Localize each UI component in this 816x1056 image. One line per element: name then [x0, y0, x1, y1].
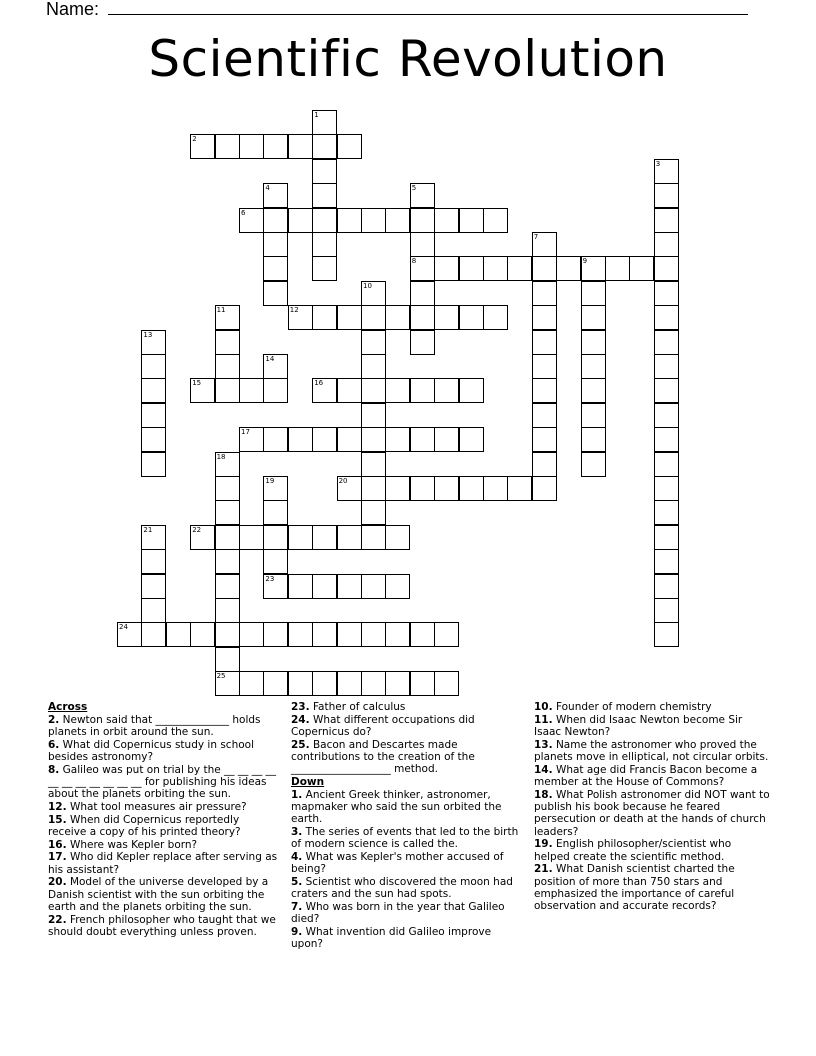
- clue-item: [48, 839, 280, 851]
- grid-cell[interactable]: [141, 427, 166, 452]
- grid-cell[interactable]: [312, 622, 337, 647]
- clue-item: [291, 901, 519, 926]
- grid-cell[interactable]: [385, 671, 410, 696]
- grid-cell[interactable]: [361, 354, 386, 379]
- clue-number: 22: [192, 525, 202, 534]
- grid-cell[interactable]: [654, 354, 679, 379]
- clue-number: 19: [265, 477, 275, 485]
- grid-cell[interactable]: [141, 549, 166, 574]
- grid-cell[interactable]: [654, 452, 679, 477]
- grid-cell[interactable]: [239, 208, 264, 233]
- grid-cell[interactable]: [263, 549, 288, 574]
- grid-cell[interactable]: [312, 134, 337, 159]
- clue-number-label: 15.: [48, 813, 67, 826]
- grid-cell[interactable]: [532, 232, 557, 257]
- grid-cell[interactable]: [385, 208, 410, 233]
- grid-cell[interactable]: [532, 452, 557, 477]
- grid-cell[interactable]: [215, 452, 240, 477]
- clue-item: [48, 739, 280, 764]
- clue-number-label: 5.: [291, 875, 303, 888]
- grid-cell[interactable]: [361, 525, 386, 550]
- grid-cell[interactable]: [654, 574, 679, 599]
- grid-cell[interactable]: [361, 378, 386, 403]
- clue-number: 11: [216, 306, 226, 315]
- grid-cell[interactable]: [239, 525, 264, 550]
- grid-cell[interactable]: [312, 159, 337, 184]
- grid-cell[interactable]: [434, 427, 459, 452]
- clue-number-label: 9.: [291, 925, 303, 938]
- clue-number: 25: [216, 672, 226, 681]
- grid-cell[interactable]: [312, 427, 337, 452]
- grid-cell[interactable]: [434, 305, 459, 330]
- clue-item: [534, 838, 770, 863]
- clue-text: Bacon and Descartes made contributions to the creation of the ___________________ method.: [291, 738, 475, 776]
- grid-cell[interactable]: [654, 330, 679, 355]
- grid-cell[interactable]: [459, 256, 484, 281]
- grid-cell[interactable]: [459, 305, 484, 330]
- grid-cell[interactable]: [459, 378, 484, 403]
- grid-cell[interactable]: [141, 574, 166, 599]
- grid-cell[interactable]: [141, 525, 166, 550]
- clue-item: [534, 701, 770, 713]
- grid-cell[interactable]: [459, 427, 484, 452]
- clues-column-1: [48, 701, 280, 939]
- clue-number-label: 16.: [48, 838, 67, 851]
- grid-cell[interactable]: [288, 671, 313, 696]
- grid-cell[interactable]: [337, 574, 362, 599]
- grid-cell[interactable]: [361, 427, 386, 452]
- clue-text: Ancient Greek thinker, astronomer, mapmaker who said the sun orbited the earth.: [291, 788, 502, 826]
- grid-cell[interactable]: [654, 378, 679, 403]
- grid-cell[interactable]: [483, 256, 508, 281]
- clue-text: What did Copernicus study in school besides astronomy?: [48, 738, 254, 763]
- grid-cell[interactable]: [532, 330, 557, 355]
- grid-cell[interactable]: [239, 427, 264, 452]
- grid-cell[interactable]: [532, 403, 557, 428]
- clue-number: 14: [265, 355, 275, 363]
- clue-number: 15: [192, 379, 202, 388]
- grid-cell[interactable]: [654, 159, 679, 184]
- grid-cell[interactable]: [239, 134, 264, 159]
- grid-cell[interactable]: [361, 403, 386, 428]
- grid-cell[interactable]: [654, 305, 679, 330]
- grid-cell[interactable]: [263, 622, 288, 647]
- clue-item: [534, 764, 770, 789]
- clue-section-header: Across: [48, 701, 88, 713]
- grid-cell[interactable]: [263, 134, 288, 159]
- grid-cell[interactable]: [215, 525, 240, 550]
- grid-cell[interactable]: [581, 281, 606, 306]
- grid-cell[interactable]: [361, 330, 386, 355]
- grid-cell[interactable]: [654, 281, 679, 306]
- clues-column-2: [291, 701, 519, 951]
- clue-text: Where was Kepler born?: [66, 838, 198, 851]
- clue-text: When did Isaac Newton become Sir Isaac Newton?: [534, 713, 743, 738]
- grid-cell[interactable]: [288, 574, 313, 599]
- grid-cell[interactable]: [532, 427, 557, 452]
- grid-cell[interactable]: [654, 256, 679, 281]
- grid-cell[interactable]: [361, 476, 386, 501]
- clue-number: 20: [338, 477, 348, 485]
- grid-cell[interactable]: [239, 378, 264, 403]
- grid-cell[interactable]: [581, 256, 606, 281]
- grid-cell[interactable]: [215, 549, 240, 574]
- grid-cell[interactable]: [337, 305, 362, 330]
- grid-cell[interactable]: [654, 427, 679, 452]
- grid-cell[interactable]: [312, 378, 337, 403]
- grid-cell[interactable]: [141, 403, 166, 428]
- grid-cell[interactable]: [215, 476, 240, 501]
- grid-cell[interactable]: [410, 232, 435, 257]
- clue-number-label: 14.: [534, 763, 553, 776]
- clue-number-label: 8.: [48, 763, 60, 776]
- clue-number: 7: [533, 233, 539, 241]
- grid-cell[interactable]: [263, 476, 288, 501]
- grid-cell[interactable]: [263, 378, 288, 403]
- clue-number: 1: [314, 111, 319, 119]
- clue-item: [48, 814, 280, 839]
- grid-cell[interactable]: [215, 134, 240, 159]
- clue-item: [48, 914, 280, 939]
- grid-cell[interactable]: [263, 232, 288, 257]
- grid-cell[interactable]: [459, 208, 484, 233]
- grid-cell[interactable]: [263, 427, 288, 452]
- clue-number: 5: [411, 184, 417, 193]
- grid-cell[interactable]: [166, 622, 191, 647]
- clue-item: [291, 876, 519, 901]
- grid-cell[interactable]: [459, 476, 484, 501]
- grid-cell[interactable]: [410, 208, 435, 233]
- clue-number: 18: [216, 452, 226, 461]
- clue-item: [48, 764, 280, 801]
- grid-cell[interactable]: [581, 305, 606, 330]
- grid-cell[interactable]: [581, 403, 606, 428]
- clue-number-label: 11.: [534, 713, 553, 726]
- clue-number-label: 7.: [291, 900, 303, 913]
- grid-cell[interactable]: [361, 574, 386, 599]
- clue-text: What was Kepler's mother accused of being?: [291, 850, 504, 876]
- clue-number-label: 20.: [48, 876, 67, 889]
- grid-cell[interactable]: [263, 208, 288, 233]
- clue-number: 23: [265, 574, 275, 583]
- clue-number-label: 21.: [534, 863, 553, 876]
- grid-cell[interactable]: [215, 647, 240, 672]
- grid-cell[interactable]: [385, 574, 410, 599]
- grid-cell[interactable]: [410, 671, 435, 696]
- grid-cell[interactable]: [434, 622, 459, 647]
- grid-cell[interactable]: [361, 452, 386, 477]
- grid-cell[interactable]: [361, 622, 386, 647]
- grid-cell[interactable]: [410, 427, 435, 452]
- grid-cell[interactable]: [239, 622, 264, 647]
- clue-number-label: 4.: [291, 850, 303, 863]
- grid-cell[interactable]: [263, 281, 288, 306]
- clue-text: When did Copernicus reportedly receive a copy of his printed theory?: [48, 813, 241, 838]
- clue-number: 12: [289, 306, 299, 315]
- grid-cell[interactable]: [654, 208, 679, 233]
- grid-cell[interactable]: [288, 622, 313, 647]
- grid-cell[interactable]: [361, 500, 386, 525]
- clue-number: 24: [119, 623, 128, 632]
- grid-cell[interactable]: [190, 622, 215, 647]
- grid-cell[interactable]: [654, 525, 679, 550]
- clue-number: 9: [582, 257, 588, 266]
- grid-cell[interactable]: [385, 378, 410, 403]
- grid-cell[interactable]: [215, 500, 240, 525]
- grid-cell[interactable]: [141, 622, 166, 647]
- clue-number-label: 3.: [291, 825, 303, 838]
- grid-cell[interactable]: [654, 476, 679, 501]
- clue-text: What tool measures air pressure?: [66, 800, 247, 813]
- grid-cell[interactable]: [654, 598, 679, 623]
- clue-text: What Danish scientist charted the position of more than 750 stars and emphasized the importance of careful observation and accurate records?: [534, 863, 735, 913]
- grid-cell[interactable]: [337, 208, 362, 233]
- page-title: Scientific Revolution: [148, 30, 668, 88]
- grid-cell[interactable]: [532, 256, 557, 281]
- clue-number-label: 6.: [48, 738, 60, 751]
- grid-cell[interactable]: [215, 305, 240, 330]
- grid-cell[interactable]: [190, 134, 215, 159]
- clue-text: What age did Francis Bacon become a member at the House of Commons?: [534, 763, 758, 788]
- clues-column-3: [534, 701, 770, 913]
- grid-cell[interactable]: [410, 281, 435, 306]
- grid-cell[interactable]: [385, 476, 410, 501]
- grid-cell[interactable]: [410, 330, 435, 355]
- grid-cell[interactable]: [141, 598, 166, 623]
- grid-cell[interactable]: [581, 378, 606, 403]
- clue-number: 10: [363, 281, 372, 290]
- clue-number-label: 24.: [291, 713, 310, 726]
- grid-cell[interactable]: [190, 378, 215, 403]
- clue-item: [48, 851, 280, 876]
- grid-cell[interactable]: [361, 281, 386, 306]
- grid-cell[interactable]: [434, 476, 459, 501]
- grid-cell[interactable]: [288, 134, 313, 159]
- grid-cell[interactable]: [434, 378, 459, 403]
- grid-cell[interactable]: [288, 305, 313, 330]
- grid-cell[interactable]: [312, 256, 337, 281]
- grid-cell[interactable]: [141, 452, 166, 477]
- grid-cell[interactable]: [629, 256, 654, 281]
- grid-cell[interactable]: [263, 671, 288, 696]
- grid-cell[interactable]: [532, 305, 557, 330]
- grid-cell[interactable]: [337, 671, 362, 696]
- grid-cell[interactable]: [312, 208, 337, 233]
- clue-item: [48, 876, 280, 913]
- clue-item: [291, 851, 519, 876]
- clue-text: What invention did Galileo improve upon?: [291, 925, 492, 951]
- clue-number: 4: [265, 184, 270, 193]
- grid-cell[interactable]: [312, 574, 337, 599]
- clue-number-label: 10.: [534, 701, 553, 713]
- grid-cell[interactable]: [337, 525, 362, 550]
- clue-number-label: 18.: [534, 788, 553, 801]
- clue-text: Model of the universe developed by a Danish scientist with the sun orbiting the earth and the planets orbiting the sun.: [48, 876, 269, 913]
- grid-cell[interactable]: [483, 305, 508, 330]
- clue-number-label: 13.: [534, 738, 553, 751]
- grid-cell[interactable]: [410, 476, 435, 501]
- clue-text: English philosopher/scientist who helped create the scientific method.: [534, 838, 732, 863]
- clue-item: [48, 714, 280, 739]
- grid-cell[interactable]: [654, 500, 679, 525]
- grid-cell[interactable]: [581, 354, 606, 379]
- grid-cell[interactable]: [654, 183, 679, 208]
- grid-cell[interactable]: [263, 574, 288, 599]
- clue-number: 2: [192, 135, 197, 144]
- clue-number-label: 2.: [48, 713, 60, 726]
- grid-cell[interactable]: [263, 354, 288, 379]
- grid-cell[interactable]: [385, 622, 410, 647]
- clue-text: The series of events that led to the birth of modern science is called the.: [291, 825, 519, 851]
- clue-number: 17: [241, 428, 250, 437]
- clue-text: Name the astronomer who proved the planets move in elliptical, not circular orbits.: [534, 738, 769, 763]
- grid-cell[interactable]: [483, 208, 508, 233]
- grid-cell[interactable]: [288, 427, 313, 452]
- grid-cell[interactable]: [337, 476, 362, 501]
- grid-cell[interactable]: [385, 427, 410, 452]
- grid-cell[interactable]: [654, 232, 679, 257]
- clue-section-header: Down: [291, 775, 325, 788]
- grid-cell[interactable]: [410, 183, 435, 208]
- grid-cell[interactable]: [483, 476, 508, 501]
- clue-number: 6: [241, 208, 246, 217]
- grid-cell[interactable]: [312, 525, 337, 550]
- clue-number-label: 1.: [291, 788, 303, 801]
- grid-cell[interactable]: [410, 305, 435, 330]
- grid-cell[interactable]: [141, 330, 166, 355]
- grid-cell[interactable]: [312, 305, 337, 330]
- grid-cell[interactable]: [532, 476, 557, 501]
- grid-cell[interactable]: [532, 281, 557, 306]
- grid-cell[interactable]: [215, 598, 240, 623]
- grid-cell[interactable]: [581, 427, 606, 452]
- grid-cell[interactable]: [410, 256, 435, 281]
- grid-cell[interactable]: [507, 476, 532, 501]
- clue-text: Father of calculus: [309, 701, 406, 713]
- clue-item: [534, 863, 770, 912]
- clue-text: Galileo was put on trial by the __ __ __ __ __ __ __ __ __ __ __ for publishing his ideas about the planets orbiting the sun.: [48, 763, 277, 801]
- clue-number-label: 19.: [534, 838, 553, 851]
- clue-item: [534, 789, 770, 838]
- grid-cell[interactable]: [141, 354, 166, 379]
- grid-cell[interactable]: [581, 330, 606, 355]
- grid-cell[interactable]: [581, 452, 606, 477]
- grid-cell[interactable]: [434, 208, 459, 233]
- grid-cell[interactable]: [385, 525, 410, 550]
- grid-cell[interactable]: [654, 403, 679, 428]
- clue-number: 16: [314, 379, 324, 388]
- clue-text: What Polish astronomer did NOT want to publish his book because he feared persecution or death at the hands of church leaders?: [534, 788, 770, 838]
- grid-cell[interactable]: [215, 354, 240, 379]
- clue-item: [534, 714, 770, 739]
- clue-item: [291, 789, 519, 826]
- clue-number: 21: [143, 525, 153, 534]
- clue-item: [291, 701, 519, 713]
- grid-cell[interactable]: [337, 378, 362, 403]
- clue-number: 3: [655, 159, 661, 168]
- grid-cell[interactable]: [532, 378, 557, 403]
- grid-cell[interactable]: [239, 671, 264, 696]
- grid-cell[interactable]: [215, 330, 240, 355]
- clue-number: 8: [411, 257, 417, 266]
- clue-number-label: 12.: [48, 800, 67, 813]
- grid-cell[interactable]: [215, 378, 240, 403]
- grid-cell[interactable]: [263, 256, 288, 281]
- clue-item: [534, 739, 770, 764]
- grid-cell[interactable]: [556, 256, 581, 281]
- grid-cell[interactable]: [215, 671, 240, 696]
- clue-text: Founder of modern chemistry: [552, 701, 712, 713]
- clue-item: [291, 714, 519, 739]
- clue-text: Who was born in the year that Galileo died?: [291, 900, 505, 926]
- grid-cell[interactable]: [263, 525, 288, 550]
- grid-cell[interactable]: [361, 671, 386, 696]
- name-label: Name:: [46, 0, 105, 19]
- grid-cell[interactable]: [337, 427, 362, 452]
- grid-cell[interactable]: [215, 622, 240, 647]
- grid-cell[interactable]: [410, 622, 435, 647]
- grid-cell[interactable]: [312, 183, 337, 208]
- grid-cell[interactable]: [434, 671, 459, 696]
- clue-text: French philosopher who taught that we should doubt everything unless proven.: [48, 913, 276, 938]
- grid-cell[interactable]: [385, 305, 410, 330]
- grid-cell[interactable]: [190, 525, 215, 550]
- clue-number-label: 22.: [48, 913, 67, 926]
- clue-number-label: 25.: [291, 738, 310, 751]
- grid-cell[interactable]: [263, 183, 288, 208]
- clue-number-label: 23.: [291, 701, 310, 713]
- grid-cell[interactable]: [288, 208, 313, 233]
- grid-cell[interactable]: [117, 622, 142, 647]
- clue-item: [291, 826, 519, 851]
- clue-text: Who did Kepler replace after serving as his assistant?: [48, 851, 278, 876]
- grid-cell[interactable]: [361, 305, 386, 330]
- clue-item: [291, 926, 519, 951]
- grid-cell[interactable]: [312, 232, 337, 257]
- clue-text: Newton said that ______________ holds planets in orbit around the sun.: [48, 713, 261, 738]
- grid-cell[interactable]: [288, 525, 313, 550]
- clue-item: [291, 739, 519, 776]
- grid-cell[interactable]: [434, 256, 459, 281]
- grid-cell[interactable]: [654, 622, 679, 647]
- clue-item: [48, 801, 280, 813]
- grid-cell[interactable]: [215, 574, 240, 599]
- grid-cell[interactable]: [605, 256, 630, 281]
- grid-cell[interactable]: [263, 500, 288, 525]
- grid-cell[interactable]: [361, 208, 386, 233]
- grid-cell[interactable]: [312, 110, 337, 135]
- clue-number: 13: [143, 330, 153, 339]
- grid-cell[interactable]: [410, 378, 435, 403]
- grid-cell[interactable]: [141, 378, 166, 403]
- clue-text: What different occupations did Copernicus do?: [291, 713, 475, 738]
- clue-number-label: 17.: [48, 851, 67, 864]
- grid-cell[interactable]: [507, 256, 532, 281]
- clue-text: Scientist who discovered the moon had craters and the sun had spots.: [291, 875, 513, 901]
- grid-cell[interactable]: [654, 549, 679, 574]
- grid-cell[interactable]: [532, 354, 557, 379]
- grid-cell[interactable]: [312, 671, 337, 696]
- grid-cell[interactable]: [337, 622, 362, 647]
- grid-cell[interactable]: [337, 134, 362, 159]
